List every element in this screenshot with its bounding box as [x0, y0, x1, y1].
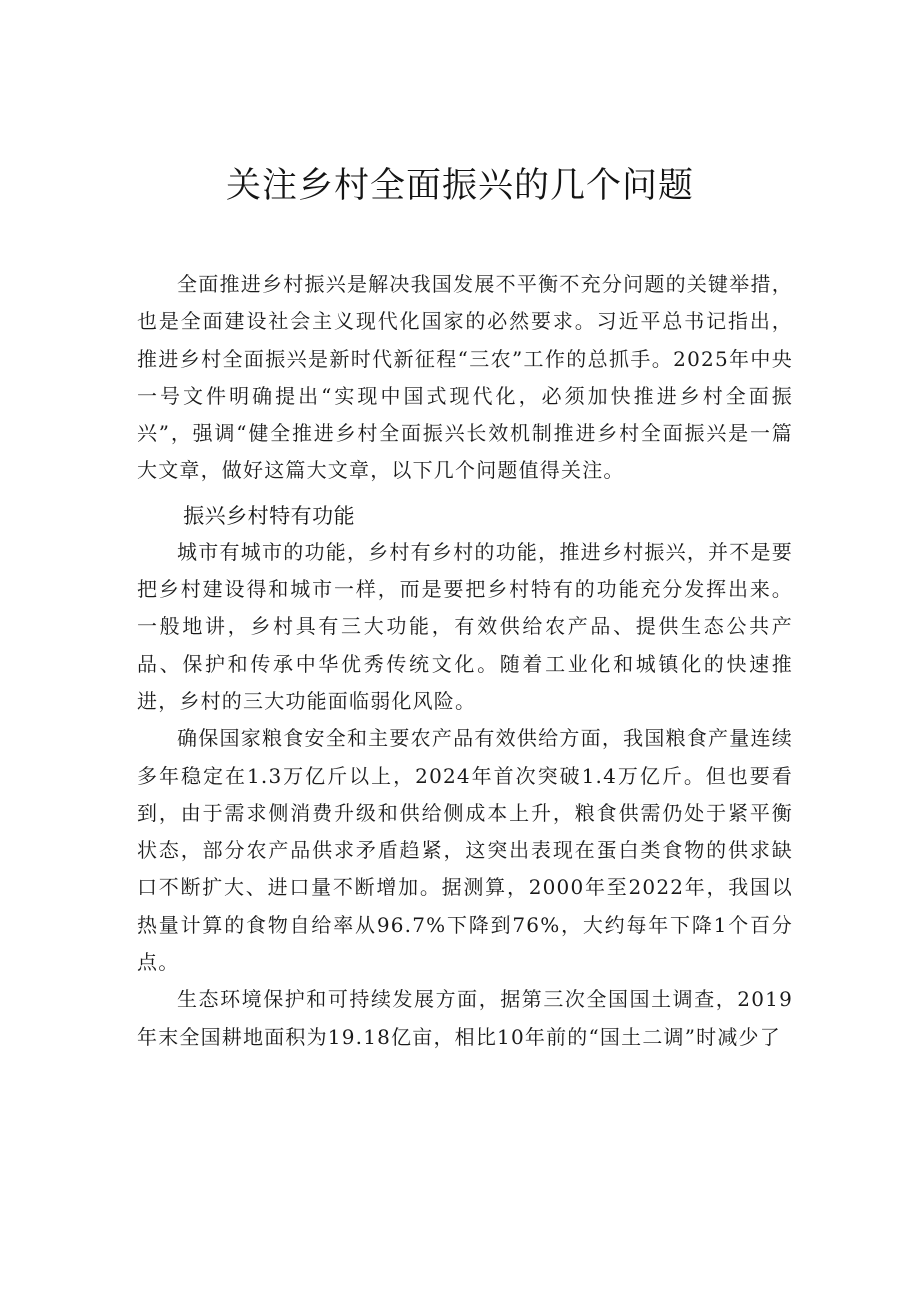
document-body: [137, 266, 793, 1056]
paragraph-rural-functions: 城市有城市的功能，乡村有乡村的功能，推进乡村振兴，并不是要把乡村建设得和城市一样，而是要把乡村特有的功能充分发挥出来。一般地讲，乡村具有三大功能，有效供给农产品、提供生态公共产品、保护和传承中华优秀传统文化。随着工业化和城镇化的快速推进，乡村的三大功能面临弱化风险。: [137, 539, 793, 713]
intro-paragraph: 全面推进乡村振兴是解决我国发展不平衡不充分问题的关键举措，也是全面建设社会主义现代化国家的必然要求。习近平总书记指出，推进乡村全面振兴是新时代新征程“三农”工作的总抓手。2025年中央一号文件明确提出“实现中国式现代化，必须加快推进乡村全面振兴”，强调“健全推进乡村全面振兴长效机制推进乡村全面振兴是一篇大文章，做好这篇大文章，以下几个问题值得关注。: [137, 272, 793, 483]
paragraph-ecology: 生态环境保护和可持续发展方面，据第三次全国国土调查，2019年末全国耕地面积为19.18亿亩，相比10年前的“国土二调”时减少了: [137, 987, 793, 1049]
paragraph-food-security: 确保国家粮食安全和主要农产品有效供给方面，我国粮食产量连续多年稳定在1.3万亿斤以上，2024年首次突破1.4万亿斤。但也要看到，由于需求侧消费升级和供给侧成本上升，粮食供需仍处于紧平衡状态，部分农产品供求矛盾趋紧，这突出表现在蛋白类食物的供求缺口不断扩大、进口量不断增加。据测算，2000年至2022年，我国以热量计算的食物自给率从96.7%下降到76%，大约每年下降1个百分点。: [137, 726, 793, 975]
section-heading: 振兴乡村特有功能: [183, 503, 356, 528]
document-title: 关注乡村全面振兴的几个问题: [225, 166, 694, 206]
